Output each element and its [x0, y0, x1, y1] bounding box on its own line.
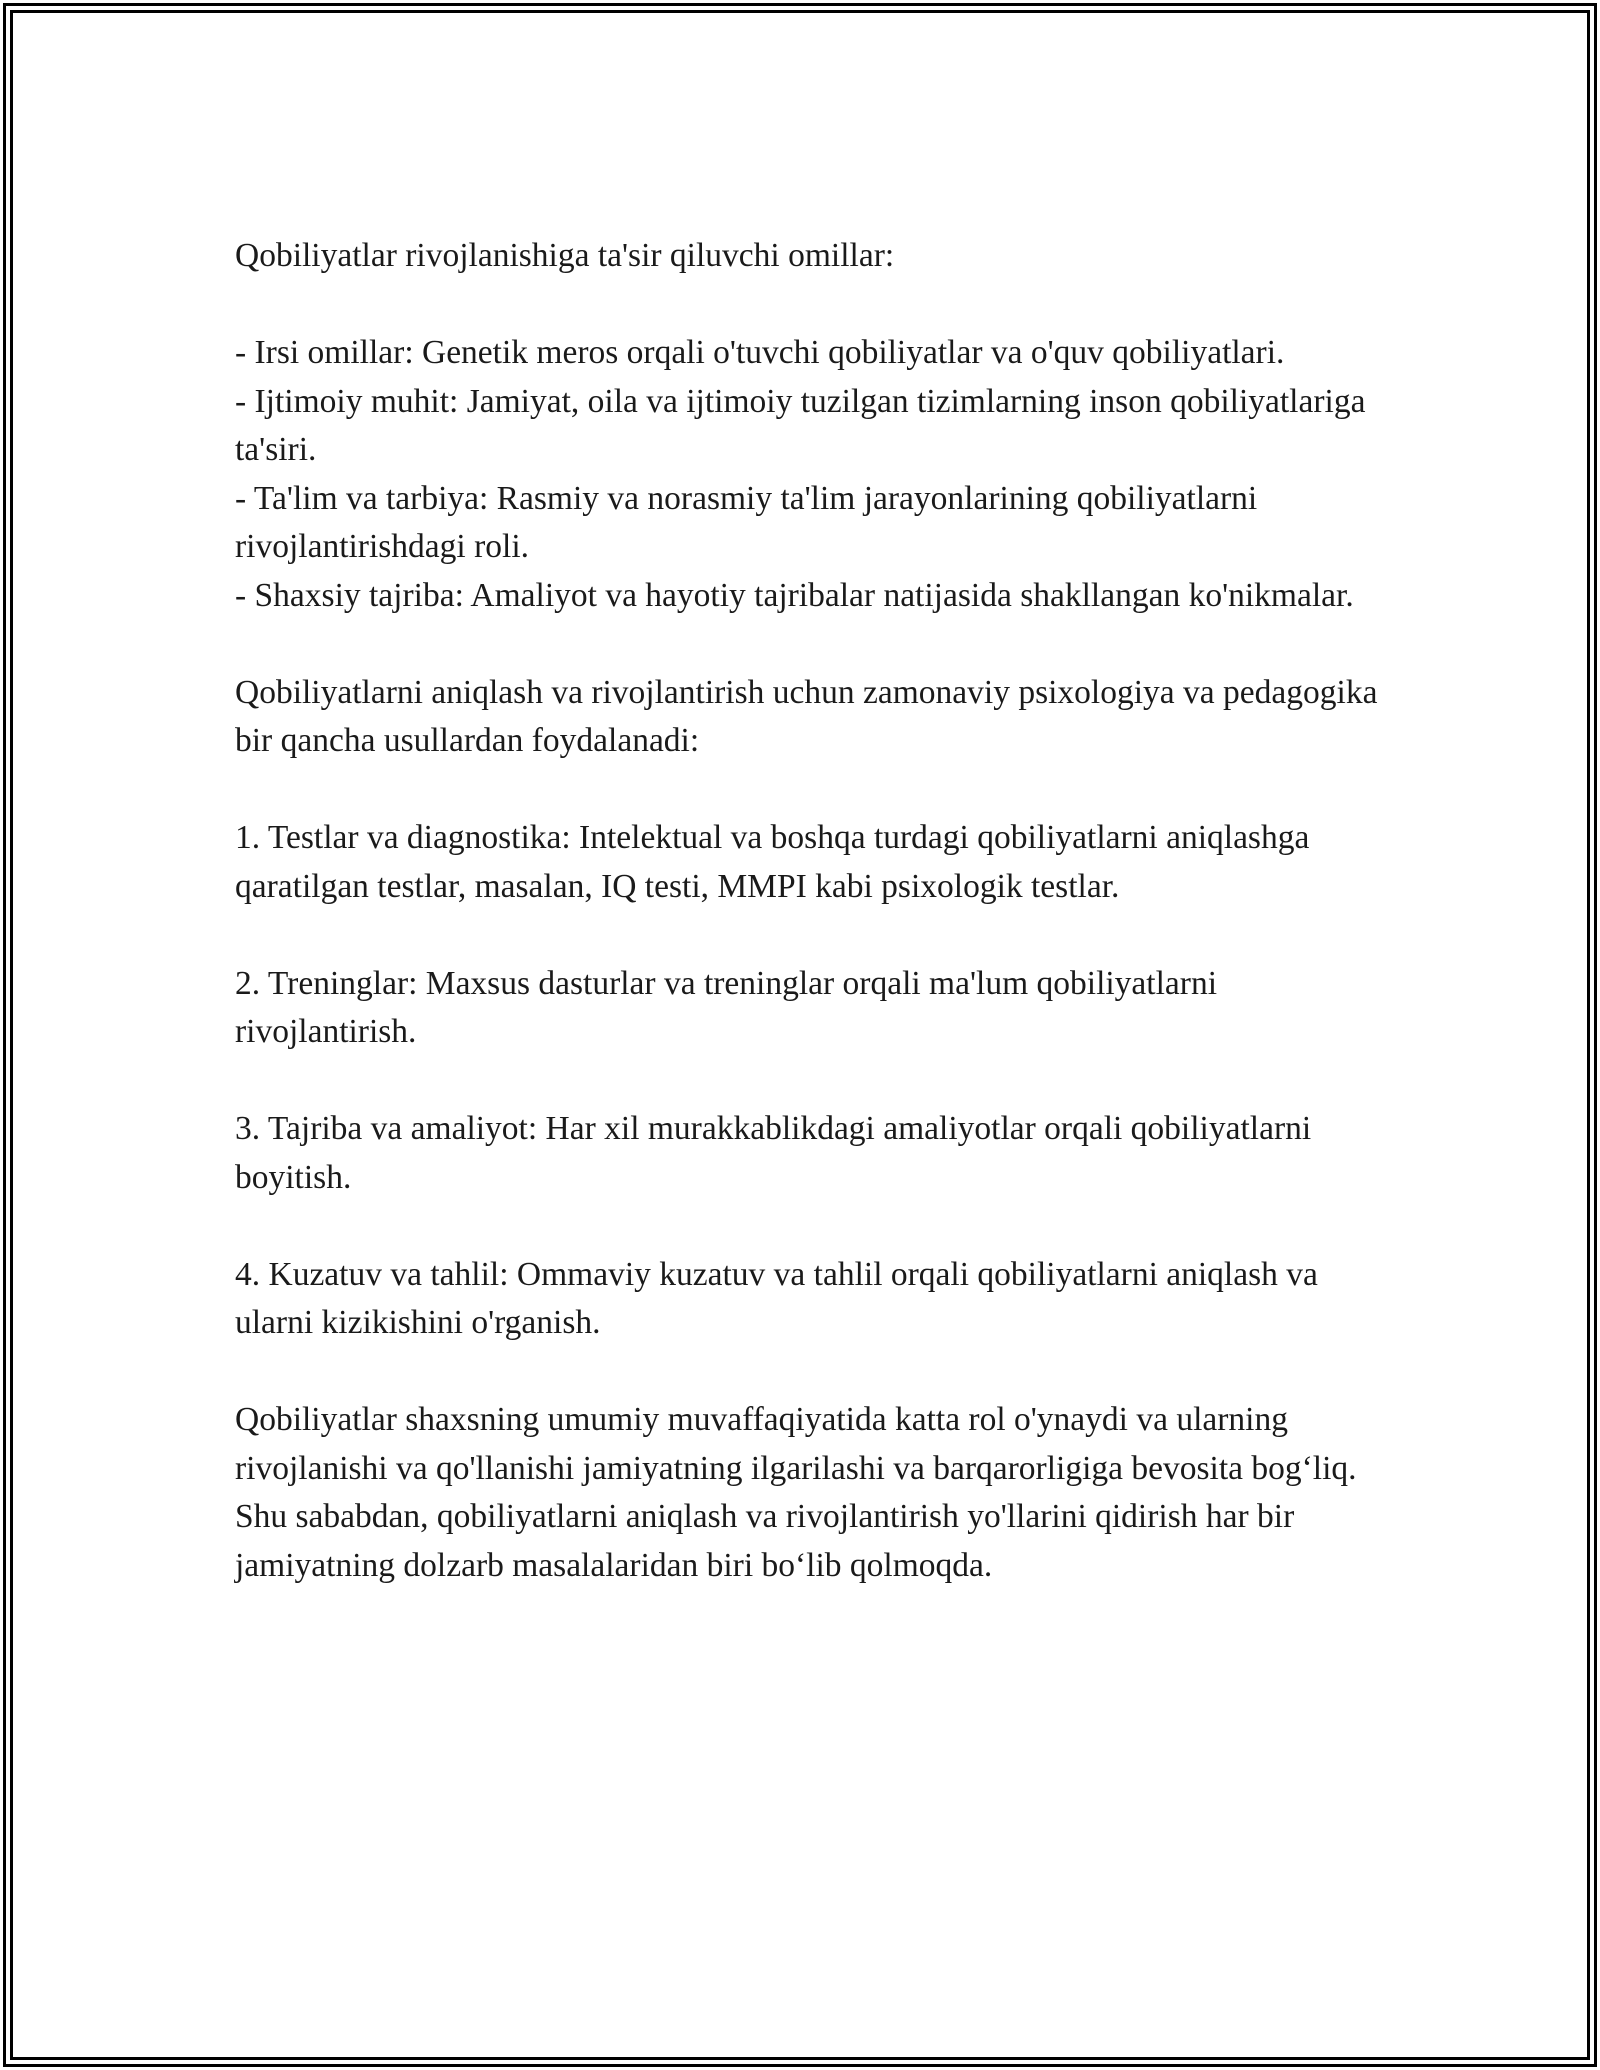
spacer [235, 911, 1395, 960]
conclusion-paragraph: Qobiliyatlar shaxsning umumiy muvaffaqiyatida katta rol o'ynaydi va ularning rivojlanishi va qo'llanishi jamiyatning ilgarilashi va barqarorligiga bevosita bog‘liq. Shu sababdan, qobiliyatlarni aniqlash va rivojlantirish yo'llarini qidirish har bir jamiyatning dolzarb masalalaridan biri bo‘lib qolmoqda. [235, 1401, 1357, 1584]
intro-heading: Qobiliyatlar rivojlanishiga ta'sir qiluvchi omillar: [235, 237, 895, 274]
method-item: 3. Tajriba va amaliyot: Har xil murakkablikdagi amaliyotlar orqali qobiliyatlarni boyitish. [235, 1110, 1312, 1196]
spacer [235, 620, 1395, 669]
factor-item: - Ijtimoiy muhit: Jamiyat, oila va ijtimoiy tuzilgan tizimlarning inson qobiliyatlariga ta'siri. [235, 382, 1366, 468]
spacer [235, 1202, 1395, 1251]
factor-item: - Shaxsiy tajriba: Amaliyot va hayotiy tajribalar natijasida shakllangan ko'nikmalar. [235, 576, 1354, 614]
factor-item: - Irsi omillar: Genetik meros orqali o'tuvchi qobiliyatlar va o'quv qobiliyatlari. [235, 334, 1285, 371]
document-body [235, 232, 1395, 1590]
factor-item: - Ta'lim va tarbiya: Rasmiy va norasmiy ta'lim jarayonlarining qobiliyatlarni rivojlantirishdagi roli. [235, 479, 1258, 565]
spacer [235, 1057, 1395, 1106]
method-item: 4. Kuzatuv va tahlil: Ommaviy kuzatuv va tahlil orqali qobiliyatlarni aniqlash va ularni kizikishini o'rganish. [235, 1255, 1318, 1341]
spacer [235, 281, 1395, 330]
method-item: 1. Testlar va diagnostika: Intelektual va boshqa turdagi qobiliyatlarni aniqlashga qaratilgan testlar, masalan, IQ testi, MMPI kabi psixologik testlar. [235, 819, 1310, 905]
spacer [235, 1348, 1395, 1397]
spacer [235, 766, 1395, 815]
method-item: 2. Treninglar: Maxsus dasturlar va treninglar orqali ma'lum qobiliyatlarni rivojlantirish. [235, 964, 1218, 1050]
methods-intro: Qobiliyatlarni aniqlash va rivojlantirish uchun zamonaviy psixologiya va pedagogika bir qancha usullardan foydalanadi: [235, 673, 1378, 759]
